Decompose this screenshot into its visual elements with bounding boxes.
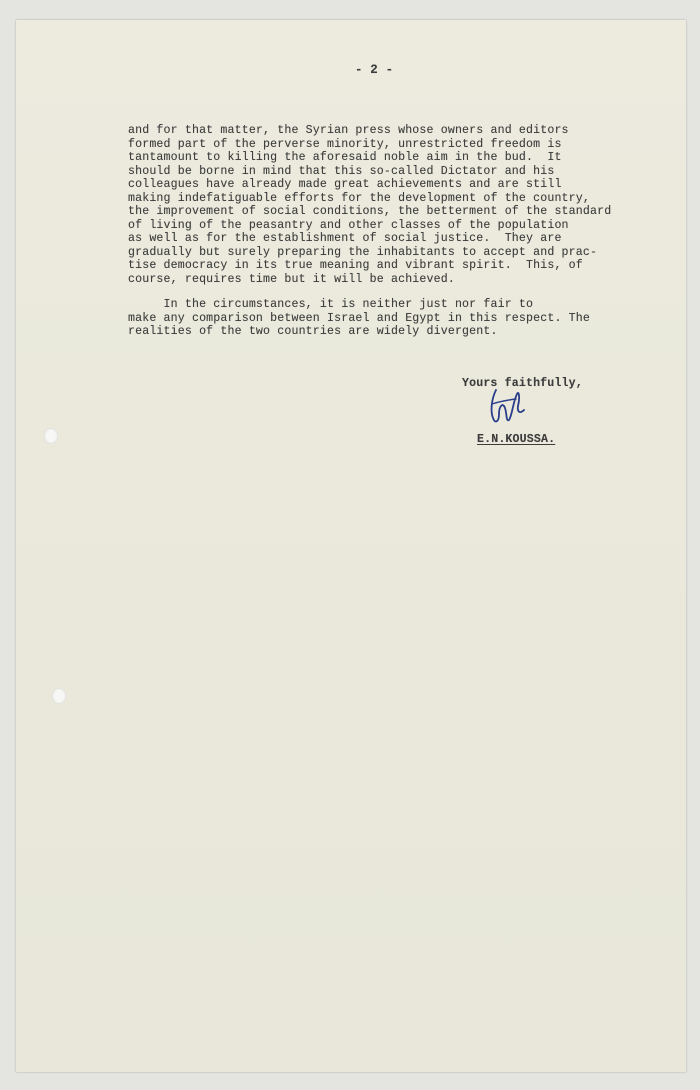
text-line: of living of the peasantry and other classes of the population: [128, 218, 569, 232]
text-line: realities of the two countries are widely divergent.: [128, 325, 498, 338]
text-line: as well as for the establishment of social justice. They are: [128, 232, 562, 245]
text-line: make any comparison between Israel and Egypt in this respect. The: [128, 311, 590, 325]
text-line: gradually but surely preparing the inhabitants to accept and prac-: [128, 245, 598, 259]
handwritten-signature: [484, 384, 528, 430]
text-line: the improvement of social conditions, the betterment of the standard: [128, 205, 612, 218]
text-line: making indefatiguable efforts for the development of the country,: [128, 191, 590, 205]
text-line: colleagues have already made great achievements and are still: [128, 178, 562, 191]
closing-salutation: Yours faithfully,: [462, 377, 583, 390]
punch-hole-bottom: [52, 688, 66, 704]
signer-name: E.N.KOUSSA.: [477, 433, 556, 446]
punch-hole-top: [44, 428, 58, 444]
text-line: tise democracy in its true meaning and vibrant spirit. This, of: [128, 259, 583, 272]
body-paragraph-1: [128, 124, 688, 286]
text-line: and for that matter, the Syrian press whose owners and editors: [128, 124, 569, 137]
body-paragraph-2: [128, 298, 688, 339]
page-number: - 2 -: [355, 63, 394, 77]
text-line: In the circumstances, it is neither just nor fair to: [128, 298, 534, 311]
text-line: course, requires time but it will be achieved.: [128, 272, 455, 286]
text-line: tantamount to killing the aforesaid noble aim in the bud. It: [128, 151, 562, 164]
text-line: should be borne in mind that this so-called Dictator and his: [128, 164, 555, 178]
text-line: formed part of the perverse minority, unrestricted freedom is: [128, 137, 562, 151]
